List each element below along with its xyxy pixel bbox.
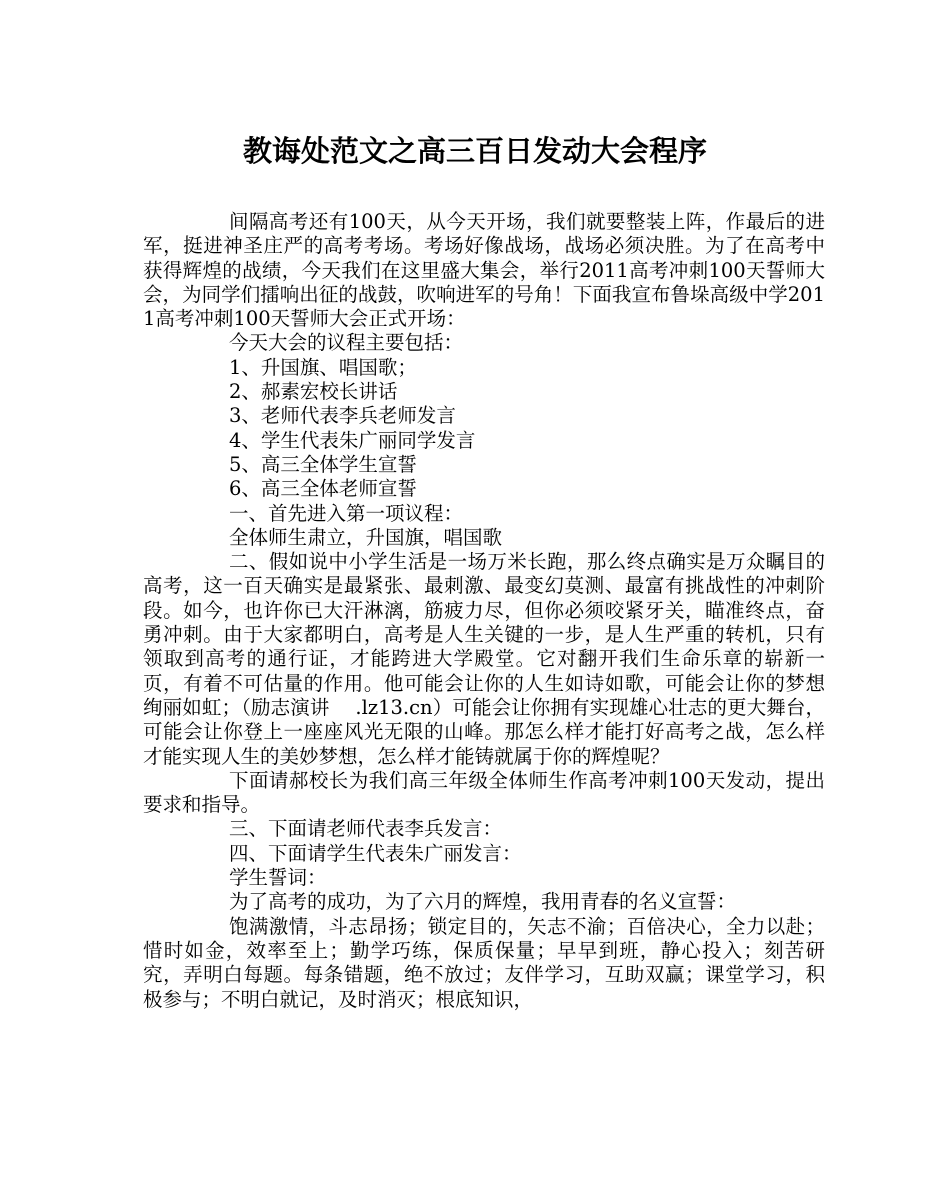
document-body <box>143 210 825 1012</box>
paragraph: 四、下面请学生代表朱广丽发言： <box>229 841 522 865</box>
paragraph: 二、假如说中小学生活是一场万米长跑，那么终点确实是万众瞩目的高考，这一百天确实是最紧张、最刺激、最变幻莫测、最富有挑战性的冲刺阶段。如今，也许你已大汗淋漓，筋疲力尽，但你必须咬紧牙关，瞄准终点，奋勇冲刺。由于大家都明白，高考是人生关键的一步，是人生严重的转机，只有领取到高考的通行证，才能跨进大学殿堂。它对翻开我们生命乐章的崭新一页，有着不可估量的作用。他可能会让你的人生如诗如歌，可能会让你的梦想绚丽如虹；（励志演讲 .lz13.cn）可能会让你拥有实现雄心壮志的更大舞台，可能会让你登上一座座风光无限的山峰。那怎么样才能打好高考之战，怎么样才能实现人生的美妙梦想，怎么样才能铸就属于你的辉煌呢？ <box>143 550 825 768</box>
agenda-item: 6、高三全体老师宣誓 <box>229 477 417 501</box>
agenda-item: 3、老师代表李兵老师发言 <box>229 404 456 428</box>
agenda-item: 2、郝素宏校长讲话 <box>229 380 398 404</box>
paragraph: 一、首先进入第一项议程： <box>229 501 464 525</box>
paragraph: 饱满激情，斗志昂扬；锁定目的，矢志不渝；百倍决心，全力以赴；惜时如金，效率至上；勤学巧练，保质保量；早早到班，静心投入；刻苦研究，弄明白每题。每条错题，绝不放过；友伴学习，互助双赢；课堂学习，积极参与；不明白就记，及时消灭；根底知识， <box>143 914 825 1011</box>
paragraph: 学生誓词： <box>229 866 327 890</box>
paragraph: 三、下面请老师代表李兵发言： <box>229 817 503 841</box>
agenda-item: 4、学生代表朱广丽同学发言 <box>229 428 476 452</box>
paragraph: 间隔高考还有100天，从今天开场，我们就要整装上阵，作最后的进军，挺进神圣庄严的高考考场。考场好像战场，战场必须决胜。为了在高考中获得辉煌的战绩，今天我们在这里盛大集会，举行2011高考冲刺100天誓师大会，为同学们擂响出征的战鼓，吹响进军的号角！下面我宣布鲁垛高级中学2011高考冲刺100天誓师大会正式开场： <box>143 210 825 331</box>
paragraph: 今天大会的议程主要包括： <box>229 331 464 355</box>
paragraph: 下面请郝校长为我们高三年级全体师生作高考冲刺100天发动，提出要求和指导。 <box>143 768 825 817</box>
paragraph: 全体师生肃立，升国旗，唱国歌 <box>229 525 503 549</box>
paragraph: 为了高考的成功，为了六月的辉煌，我用青春的名义宣誓： <box>229 890 737 914</box>
agenda-item: 1、升国旗、唱国歌； <box>229 355 417 379</box>
agenda-item: 5、高三全体学生宣誓 <box>229 452 417 476</box>
document-title: 教诲处范文之高三百日发动大会程序 <box>242 134 707 168</box>
